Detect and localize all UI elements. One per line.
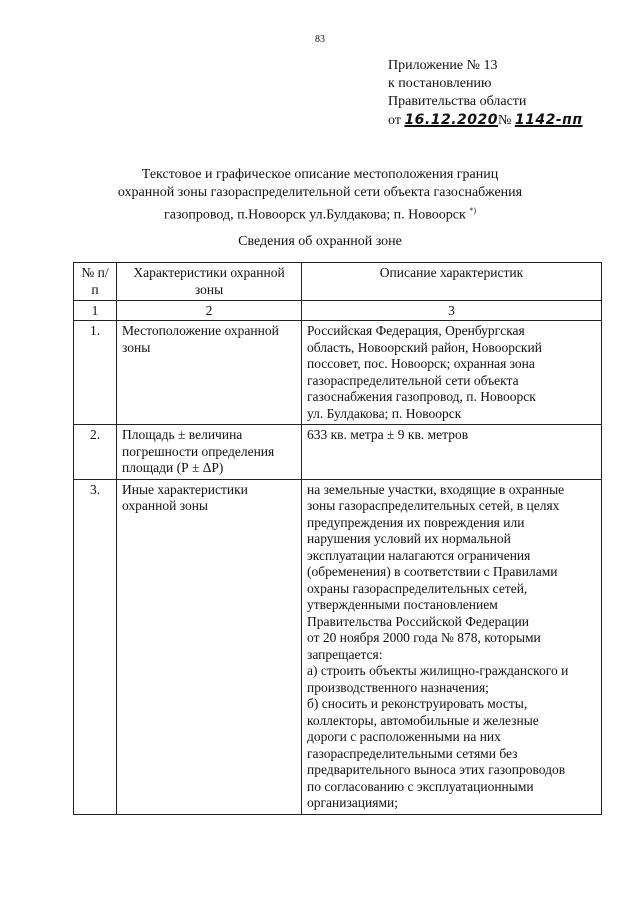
header-description: Описание характеристик [302,263,602,301]
number-sign: № [498,113,512,128]
description-line: Правительства Российской Федерации [307,613,529,629]
appendix-block [388,57,583,130]
column-number-row [74,301,602,321]
page-number: 83 [315,34,325,45]
description-line: область, Новоорский район, Новоорский [307,339,542,355]
description-line: производственного назначения; [307,679,489,695]
table-row [74,321,602,425]
date-prefix: от [388,113,401,128]
title-line-1: Текстовое и графическое описание местоположения границ [141,167,499,182]
description-line: б) сносить и реконструировать мосты, [307,696,528,711]
header-characteristic: Характеристики охранной зоны [117,263,302,301]
description-line: на земельные участки, входящие в охранные [307,481,565,497]
description-line: Российская Федерация, Оренбургская [307,323,525,338]
appendix-line-3: Правительства области [388,94,527,109]
handwritten-date: 16.12.2020 [404,112,499,128]
description-line: организациями; [307,795,398,810]
description-line: поссовет, пос. Новоорск; охранная зона [307,356,535,371]
description-line: предупреждения их повреждения или [307,514,525,530]
column-number: 3 [302,301,602,321]
row-characteristic: Иные характеристики охранной зоны [117,479,302,814]
table-row [74,479,602,814]
description-line: утвержденными постановлением [307,597,498,612]
description-line: (обременения) в соответствии с Правилами [307,564,558,579]
description-line: охраны газораспределительных сетей, [307,580,528,596]
description-line: ул. Булдакова; п. Новоорск [307,405,462,421]
appendix-date-line [388,111,583,130]
description-line: нарушения условий их нормальной [307,531,511,546]
row-number: 1. [74,321,117,425]
description-line: дороги с расположенными на них [307,729,501,744]
handwritten-number: 1142-пп [514,112,583,128]
appendix-line-2: к постановлению [388,76,492,91]
row-description [302,425,602,480]
document-title [0,166,640,225]
row-number: 3. [74,479,117,814]
row-characteristic: Площадь ± величина погрешности определения площади (Р ± ΔР) [117,425,302,480]
description-line: предварительного выноса этих газопроводов [307,762,566,777]
description-line: эксплуатации налагаются ограничения [307,547,531,563]
row-characteristic: Местоположение охранной зоны [117,321,302,425]
description-line: от 20 ноября 2000 года № 878, которыми [307,630,541,645]
table-header-row [74,263,602,301]
section-subtitle: Сведения об охранной зоне [238,234,402,249]
description-line: коллекторы, автомобильные и железные [307,712,539,728]
description-line: зоны газораспределительных сетей, в целях [307,498,560,513]
row-description [302,479,602,814]
appendix-line-1: Приложение № 13 [388,58,498,73]
row-description [302,321,602,425]
row-number: 2. [74,425,117,480]
description-line: запрещается: [307,646,383,662]
header-number: № п/п [74,263,117,301]
title-line-2: охранной зоны газораспределительной сети объекта газоснабжения [117,185,523,200]
table-row [74,425,602,480]
zone-table [73,262,602,815]
description-line: газораспределительной сети объекта [307,372,519,388]
title-line-3 [0,202,640,225]
column-number: 1 [74,301,117,321]
description-line: а) строить объекты жилищно-гражданского и [307,663,569,678]
description-line: 633 кв. метра ± 9 кв. метров [307,427,469,442]
description-line: газораспределительными сетями без [307,745,518,761]
footnote-mark: *) [469,206,476,215]
title-line-3-text: газопровод, п.Новоорск ул.Булдакова; п. Новоорск [164,207,466,223]
description-line: газоснабжения газопровод, п. Новоорск [307,389,536,404]
description-line: по согласованию с эксплуатационными [307,778,534,794]
column-number: 2 [117,301,302,321]
